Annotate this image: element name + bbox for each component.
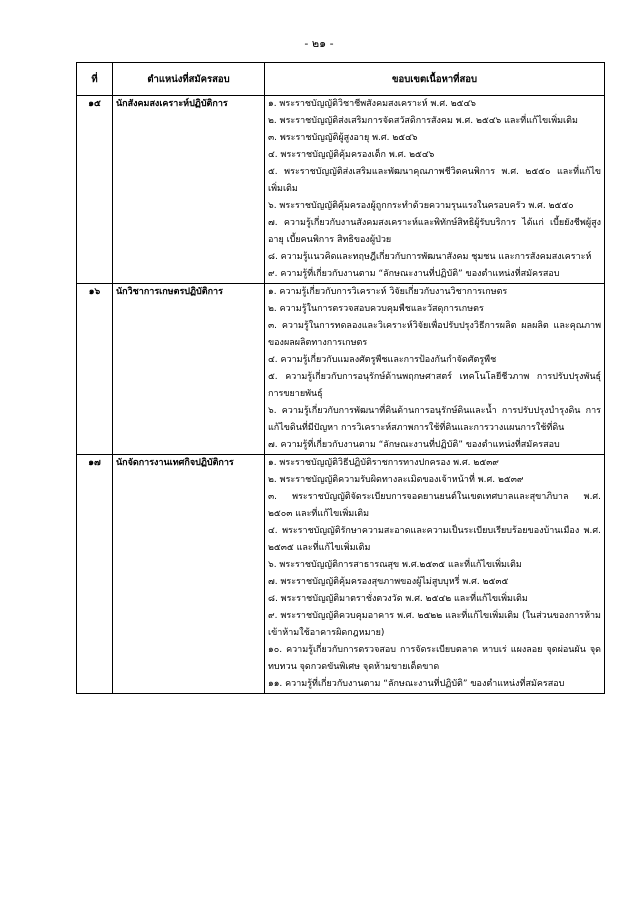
scope-item: ๒. ความรู้ในการตรวจสอบควบคุมพืชและวัสดุการเกษตร	[268, 304, 484, 314]
position-title: นักวิชาการเกษตรปฏิบัติการ	[113, 284, 265, 455]
column-header-scope: ขอบเขตเนื้อหาที่สอบ	[265, 63, 605, 96]
scope-item: ๘. ความรู้แนวคิดและทฤษฎีเกี่ยวกับการพัฒนาสังคม ชุมชน และการสังคมสงเคราะห์	[268, 252, 592, 262]
scope-item: ๕. ความรู้เกี่ยวกับการอนุรักษ์ด้านพฤกษศาสตร์ เทคโนโลยีชีวภาพ การปรับปรุงพันธุ์ การขยายพันธุ์	[268, 372, 601, 399]
scope-item: ๑. พระราชบัญญัติวิธีปฏิบัติราชการทางปกครอง พ.ศ. ๒๕๓๙	[268, 458, 499, 468]
position-title: นักสังคมสงเคราะห์ปฏิบัติการ	[113, 96, 265, 284]
scope-cell	[265, 284, 605, 455]
scope-item: ๖. ความรู้เกี่ยวกับการพัฒนาที่ดินด้านการอนุรักษ์ดินและน้ำ การปรับปรุงบำรุงดิน การแก้ไขดินที่มีปัญหา การวิเคราะห์สภาพการใช้ที่ดินและการวางแผนการใช้ที่ดิน	[268, 406, 601, 433]
scope-item: ๙. ความรู้ที่เกี่ยวกับงานตาม “ลักษณะงานที่ปฏิบัติ” ของตำแหน่งที่สมัครสอบ	[268, 269, 560, 279]
scope-item: ๗. ความรู้เกี่ยวกับงานสังคมสงเคราะห์และพิทักษ์สิทธิผู้รับบริการ ได้แก่ เบี้ยยังชีพผู้สูงอายุ เบี้ยคนพิการ สิทธิของผู้ป่วย	[268, 218, 601, 245]
column-header-position: ตำแหน่งที่สมัครสอบ	[113, 63, 265, 96]
table-row	[77, 96, 605, 284]
table-header-row	[77, 63, 605, 96]
scope-item: ๑. ความรู้เกี่ยวกับการวิเคราะห์ วิจัยเกี่ยวกับงานวิชาการเกษตร	[268, 287, 508, 297]
table-body	[77, 96, 605, 694]
scope-cell	[265, 96, 605, 284]
scope-item: ๓. พระราชบัญญัติจัดระเบียบการจอดยานยนต์ในเขตเทศบาลและสุขาภิบาล พ.ศ. ๒๕๐๓ และที่แก้ไขเพิ่มเติม	[268, 492, 601, 519]
scope-item: ๒. พระราชบัญญัติความรับผิดทางละเมิดของเจ้าหน้าที่ พ.ศ. ๒๕๓๙	[268, 475, 524, 485]
scope-item: ๑๐. ความรู้เกี่ยวกับการตรวจสอบ การจัดระเบียบตลาด หาบเร่ แผงลอย จุดผ่อนผัน จุดทบทวน จุดกวดขันพิเศษ จุดห้ามขายเด็ดขาด	[268, 645, 601, 672]
scope-item: ๑. พระราชบัญญัติวิชาชีพสังคมสงเคราะห์ พ.ศ. ๒๕๔๖	[268, 99, 477, 109]
scope-item: ๕. พระราชบัญญัติส่งเสริมและพัฒนาคุณภาพชีวิตคนพิการ พ.ศ. ๒๕๕๐ และที่แก้ไขเพิ่มเติม	[268, 167, 601, 194]
column-header-no: ที่	[77, 63, 113, 96]
scope-item: ๔. พระราชบัญญัติคุ้มครองเด็ก พ.ศ. ๒๕๔๖	[268, 150, 435, 160]
scope-cell	[265, 455, 605, 694]
scope-item: ๗. พระราชบัญญัติคุ้มครองสุขภาพของผู้ไม่สูบบุหรี่ พ.ศ. ๒๕๓๕	[268, 577, 509, 587]
scope-item: ๖. พระราชบัญญัติคุ้มครองผู้ถูกกระทำด้วยความรุนแรงในครอบครัว พ.ศ. ๒๕๕๐	[268, 201, 574, 211]
row-number: ๑๖	[77, 284, 113, 455]
scope-item: ๔. ความรู้เกี่ยวกับแมลงศัตรูพืชและการป้องกันกำจัดศัตรูพืช	[268, 355, 497, 365]
position-title: นักจัดการงานเทศกิจปฏิบัติการ	[113, 455, 265, 694]
scope-item: ๘. พระราชบัญญัติมาตราชั่งตวงวัด พ.ศ. ๒๕๔๒ และที่แก้ไขเพิ่มเติม	[268, 594, 528, 604]
row-number: ๑๗	[77, 455, 113, 694]
scope-item: ๗. ความรู้ที่เกี่ยวกับงานตาม “ลักษณะงานที่ปฏิบัติ” ของตำแหน่งที่สมัครสอบ	[268, 440, 560, 450]
scope-item: ๒. พระราชบัญญัติส่งเสริมการจัดสวัสดิการสังคม พ.ศ. ๒๕๔๖ และที่แก้ไขเพิ่มเติม	[268, 116, 578, 126]
page-number: - ๒๑ -	[304, 37, 334, 50]
scope-item: ๙. พระราชบัญญัติควบคุมอาคาร พ.ศ. ๒๕๒๒ และที่แก้ไขเพิ่มเติม (ในส่วนของการห้ามเข้าห้ามใช้อาคารผิดกฎหมาย)	[268, 611, 601, 638]
exam-scope-table	[76, 62, 605, 694]
scope-item: ๔. พระราชบัญญัติรักษาความสะอาดและความเป็นระเบียบเรียบร้อยของบ้านเมือง พ.ศ. ๒๕๓๕ และที่แก้ไขเพิ่มเติม	[268, 526, 601, 553]
row-number: ๑๕	[77, 96, 113, 284]
table-row	[77, 284, 605, 455]
scope-item: ๖. พระราชบัญญัติการสาธารณสุข พ.ศ.๒๕๓๕ และที่แก้ไขเพิ่มเติม	[268, 560, 522, 570]
scope-item: ๓. ความรู้ในการทดลองและวิเคราะห์วิจัยเพื่อปรับปรุงวิธีการผลิต ผลผลิต และคุณภาพของผลผลิตทางการเกษตร	[268, 321, 601, 348]
scope-item: ๓. พระราชบัญญัติผู้สูงอายุ พ.ศ. ๒๕๔๖	[268, 133, 418, 143]
scope-item: ๑๑. ความรู้ที่เกี่ยวกับงานตาม “ลักษณะงานที่ปฏิบัติ” ของตำแหน่งที่สมัครสอบ	[268, 679, 565, 689]
table-row	[77, 455, 605, 694]
